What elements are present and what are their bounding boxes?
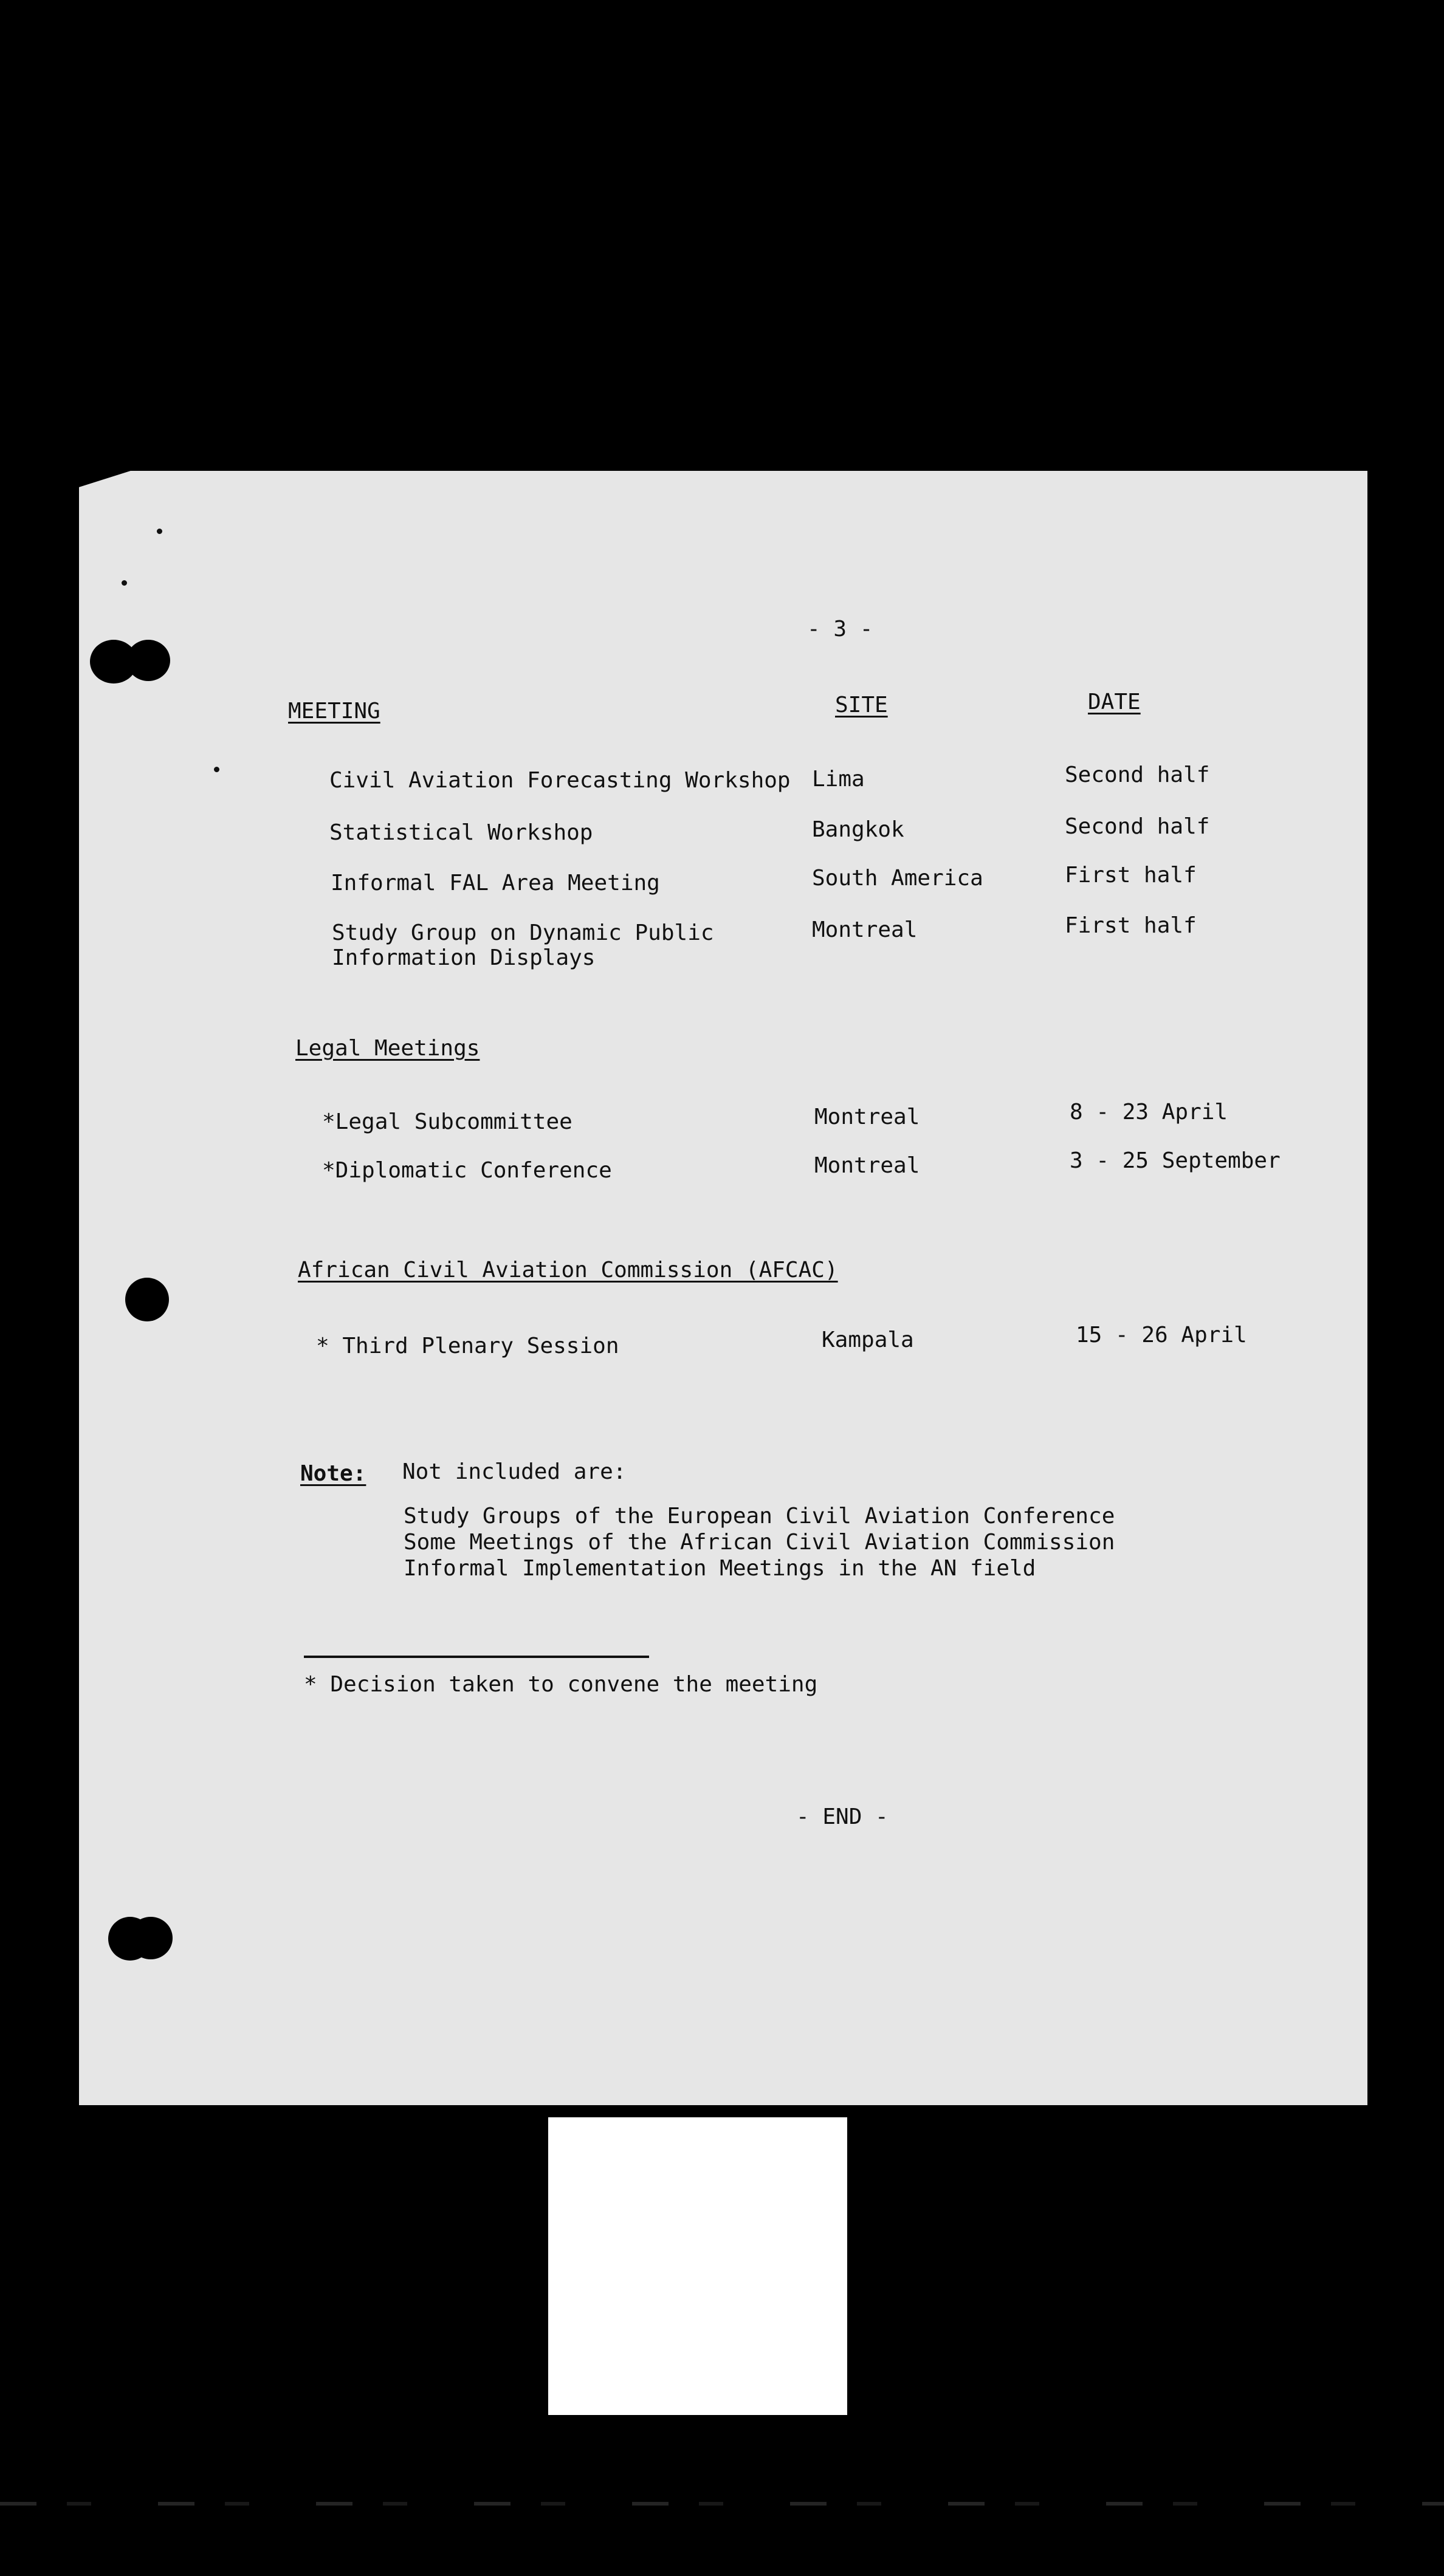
note-intro: Not included are:: [402, 1459, 627, 1484]
note-item: Some Meetings of the African Civil Aviation Commission: [404, 1530, 1115, 1555]
legal-row-meeting: *Legal Subcommittee: [322, 1109, 572, 1134]
legal-row-site: Montreal: [814, 1153, 920, 1178]
note-item: Informal Implementation Meetings in the AN field: [404, 1556, 1036, 1581]
afcac-row-meeting: * Third Plenary Session: [316, 1334, 619, 1358]
row-site: Montreal: [812, 917, 918, 942]
end-marker: - END -: [796, 1804, 889, 1829]
row-meeting: Informal FAL Area Meeting: [331, 871, 660, 896]
row-meeting: Civil Aviation Forecasting Workshop: [329, 768, 791, 793]
footnote: * Decision taken to convene the meeting: [304, 1672, 818, 1697]
row-site: Lima: [812, 767, 865, 792]
header-date: DATE: [1088, 690, 1141, 714]
afcac-row-date: 15 - 26 April: [1076, 1323, 1247, 1348]
row-date: First half: [1065, 863, 1197, 888]
white-card: [548, 2117, 847, 2415]
speck: [157, 529, 162, 534]
document-page: [79, 471, 1367, 2105]
legal-row-date: 3 - 25 September: [1070, 1148, 1281, 1173]
legal-heading: Legal Meetings: [295, 1036, 480, 1061]
row-meeting-line2: Information Displays: [332, 945, 596, 970]
punch-hole-top-b: [126, 640, 170, 681]
page-number: - 3 -: [807, 617, 873, 642]
note-label: Note:: [300, 1461, 366, 1486]
speck: [122, 580, 127, 586]
header-meeting: MEETING: [288, 699, 380, 724]
row-date: Second half: [1065, 814, 1210, 839]
afcac-heading: African Civil Aviation Commission (AFCAC): [298, 1258, 838, 1283]
header-site: SITE: [835, 693, 888, 718]
legal-row-site: Montreal: [814, 1105, 920, 1129]
film-edge: [0, 2502, 1444, 2506]
legal-row-date: 8 - 23 April: [1070, 1100, 1228, 1125]
punch-hole-bottom-b: [129, 1917, 173, 1959]
speck: [214, 767, 219, 772]
note-item: Study Groups of the European Civil Aviation Conference: [404, 1504, 1115, 1529]
afcac-row-site: Kampala: [822, 1327, 914, 1352]
row-meeting: Statistical Workshop: [329, 820, 593, 845]
legal-row-meeting: *Diplomatic Conference: [322, 1158, 612, 1183]
row-site: South America: [812, 866, 983, 891]
row-meeting: Study Group on Dynamic Public: [332, 920, 714, 945]
row-date: First half: [1065, 913, 1197, 938]
row-site: Bangkok: [812, 817, 904, 842]
row-date: Second half: [1065, 762, 1210, 787]
punch-hole-middle: [125, 1278, 169, 1321]
footnote-rule: [304, 1656, 649, 1658]
